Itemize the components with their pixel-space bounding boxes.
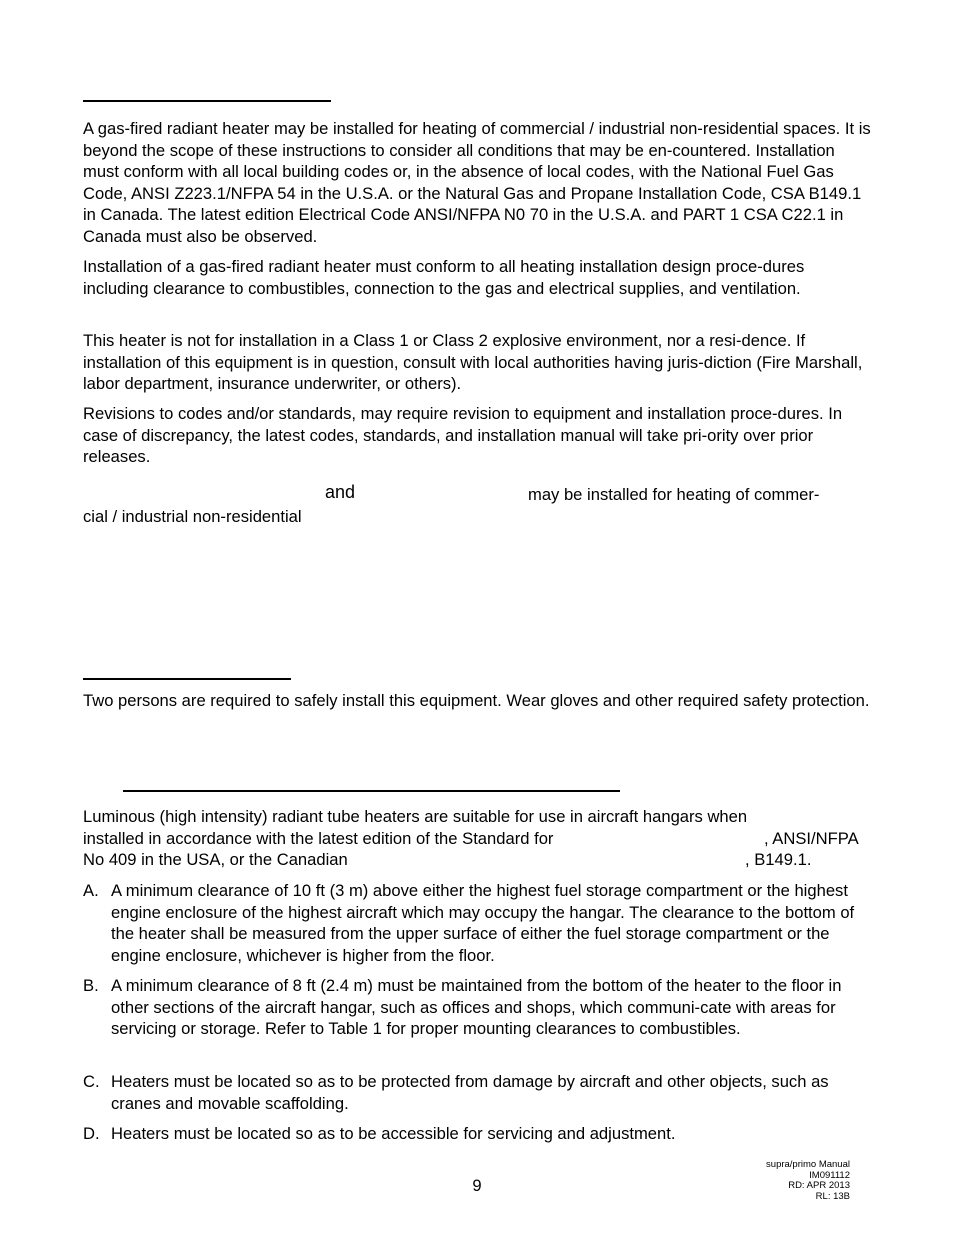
paragraph-design-procedures: Installation of a gas-fired radiant heater must conform to all heating installation design proce-dures including clearance to combustibles, connection to the gas and electrical supplies, and ventilation.	[83, 257, 805, 298]
document-info	[766, 1160, 850, 1202]
hangar-intro-line-3a: No 409 in the USA, or the Canadian	[83, 850, 348, 869]
list-item-text: A minimum clearance of 10 ft (3 m) above either the highest fuel storage compartment or the highest engine enclosure of the highest aircraft which may occupy the hangar. The clearance to the bottom of the heater shall be measured from the upper surface of either the fuel storage compartment or the engine enclosure, whichever is higher from the floor.	[111, 881, 855, 965]
list-item-letter: D.	[83, 1124, 100, 1143]
paragraph-safety-persons: Two persons are required to safely install this equipment. Wear gloves and other required safety protection.	[83, 691, 870, 710]
list-item-text: Heaters must be located so as to be accessible for servicing and adjustment.	[111, 1124, 676, 1143]
section-2-heading-rule	[83, 678, 291, 680]
list-item-text: A minimum clearance of 8 ft (2.4 m) must be maintained from the bottom of the heater to the floor in other sections of the aircraft hangar, such as offices and shops, which communi-cate with areas for servicing or storage. Refer to Table 1 for proper mounting clearances to combustibles.	[111, 976, 842, 1038]
revision-level: RL: 13B	[815, 1190, 850, 1202]
list-item-letter: C.	[83, 1072, 100, 1091]
fragment-and: and	[325, 482, 356, 502]
manual-name: supra/primo Manual	[766, 1159, 850, 1170]
document-id: IM091112	[809, 1169, 850, 1181]
fragment-non-residential: cial / industrial non-residential	[83, 507, 302, 526]
fragment-installed-for-heating: may be installed for heating of commer-	[528, 485, 820, 504]
hangar-intro-line-2b: , ANSI/NFPA	[764, 829, 859, 848]
paragraph-revisions: Revisions to codes and/or standards, may require revision to equipment and installation proce-dures. In case of discrepancy, the latest codes, standards, and installation manual will take pri-ority over prior releases.	[83, 404, 843, 466]
hangar-intro-line-3b: , B149.1.	[745, 850, 812, 869]
list-item-text: Heaters must be located so as to be protected from damage by aircraft and other objects, such as cranes and movable scaffolding.	[111, 1072, 829, 1113]
section-3-heading-rule	[123, 790, 620, 792]
hangar-intro-line-1: Luminous (high intensity) radiant tube heaters are suitable for use in aircraft hangars when	[83, 807, 748, 826]
section-1-heading-rule	[83, 100, 331, 102]
page-number: 9	[472, 1176, 482, 1195]
list-item-letter: B.	[83, 976, 99, 995]
paragraph-explosive-environment: This heater is not for installation in a Class 1 or Class 2 explosive environment, nor a resi-dence. If installation of this equipment is in question, consult with local authorities having juris-diction (Fire Marshall, labor department, insurance underwriter, or others).	[83, 331, 863, 393]
list-item-letter: A.	[83, 881, 99, 900]
hangar-intro-line-2a: installed in accordance with the latest edition of the Standard for	[83, 829, 554, 848]
revision-date: RD: APR 2013	[788, 1180, 850, 1191]
paragraph-installation-codes: A gas-fired radiant heater may be installed for heating of commercial / industrial non-residential spaces. It is beyond the scope of these instructions to consider all conditions that may be en-countered. Installation must conform with all local building codes or, in the absence of local codes, with the National Fuel Gas Code, ANSI Z223.1/NFPA 54 in the U.S.A. or the Natural Gas and Propane Installation Code, CSA B149.1 in Canada. The latest edition Electrical Code ANSI/NFPA N0 70 in the U.S.A. and PART 1 CSA C22.1 in Canada must also be observed.	[83, 119, 871, 246]
